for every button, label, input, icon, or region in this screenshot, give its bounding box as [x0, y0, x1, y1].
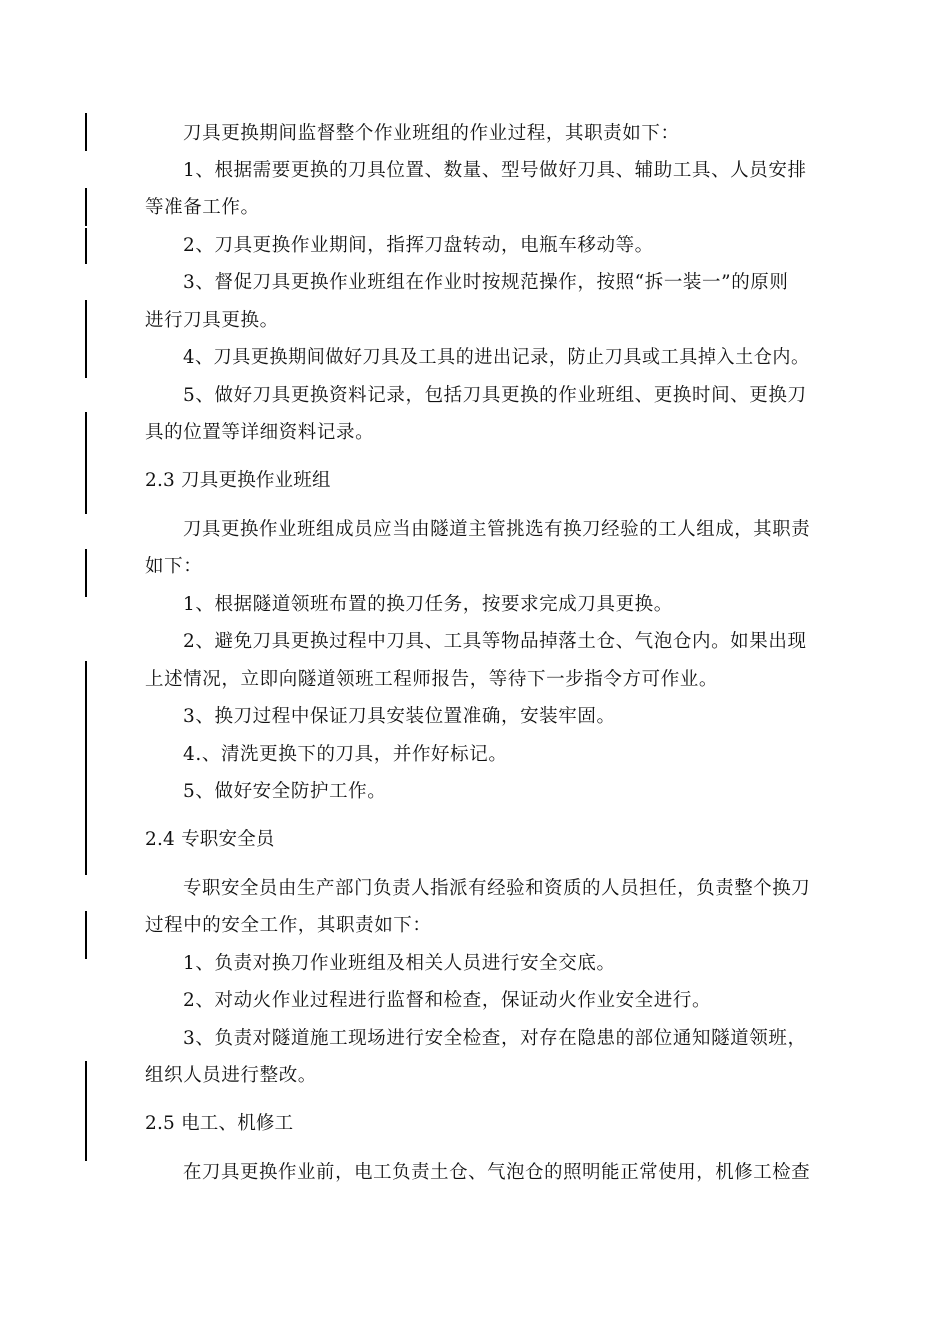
- list-item-line: 4.、清洗更换下的刀具，并作好标记。: [183, 744, 508, 765]
- paragraph-line: 刀具更换作业班组成员应当由隧道主管挑选有换刀经验的工人组成，其职责: [183, 519, 811, 540]
- revision-change-bar: [85, 412, 87, 450]
- revision-change-bar: [85, 113, 87, 151]
- list-item-line: 3、督促刀具更换作业班组在作业时按规范操作，按照“拆一装一”的原则: [183, 272, 789, 293]
- list-item-line: 5、做好刀具更换资料记录，包括刀具更换的作业班组、更换时间、更换刀: [183, 385, 807, 406]
- revision-change-bar: [85, 188, 87, 226]
- section-heading: 2.4 专职安全员: [145, 829, 275, 850]
- list-item-line: 组织人员进行整改。: [145, 1065, 317, 1086]
- revision-change-bar: [85, 300, 87, 340]
- list-item-line: 进行刀具更换。: [145, 310, 279, 331]
- paragraph-line: 如下：: [145, 556, 203, 577]
- list-item-line: 3、负责对隧道施工现场进行安全检查，对存在隐患的部位通知隧道领班，: [183, 1028, 807, 1049]
- list-item-line: 等准备工作。: [145, 197, 260, 218]
- revision-change-bar: [85, 340, 87, 378]
- list-item-line: 2、避免刀具更换过程中刀具、工具等物品掉落土仓、气泡仓内。如果出现: [183, 631, 807, 652]
- list-item-line: 5、做好安全防护工作。: [183, 781, 387, 802]
- revision-change-bar: [85, 450, 87, 514]
- revision-change-bar: [85, 228, 87, 264]
- paragraph-line: 专职安全员由生产部门负责人指派有经验和资质的人员担任，负责整个换刀: [183, 878, 811, 899]
- revision-change-bar: [85, 1061, 87, 1161]
- paragraph-line: 刀具更换期间监督整个作业班组的作业过程，其职责如下：: [183, 123, 680, 144]
- revision-change-bar: [85, 911, 87, 959]
- list-item-line: 1、根据隧道领班布置的换刀任务，按要求完成刀具更换。: [183, 594, 673, 615]
- list-item-line: 1、根据需要更换的刀具位置、数量、型号做好刀具、辅助工具、人员安排: [183, 160, 807, 181]
- list-item-line: 2、刀具更换作业期间，指挥刀盘转动，电瓶车移动等。: [183, 235, 654, 256]
- revision-change-bar: [85, 549, 87, 597]
- list-item-line: 上述情况，立即向隧道领班工程师报告，等待下一步指令方可作业。: [145, 669, 719, 690]
- section-heading: 2.5 电工、机修工: [145, 1113, 294, 1134]
- list-item-line: 具的位置等详细资料记录。: [145, 422, 375, 443]
- list-item-line: 4、刀具更换期间做好刀具及工具的进出记录，防止刀具或工具掉入土仓内。: [183, 347, 810, 368]
- paragraph-line: 过程中的安全工作，其职责如下：: [145, 915, 432, 936]
- revision-change-bar: [85, 661, 87, 875]
- section-heading: 2.3 刀具更换作业班组: [145, 470, 331, 491]
- list-item-line: 3、换刀过程中保证刀具安装位置准确，安装牢固。: [183, 706, 616, 727]
- list-item-line: 1、负责对换刀作业班组及相关人员进行安全交底。: [183, 953, 616, 974]
- list-item-line: 2、对动火作业过程进行监督和检查，保证动火作业安全进行。: [183, 990, 712, 1011]
- paragraph-line: 在刀具更换作业前，电工负责土仓、气泡仓的照明能正常使用，机修工检查: [183, 1162, 811, 1183]
